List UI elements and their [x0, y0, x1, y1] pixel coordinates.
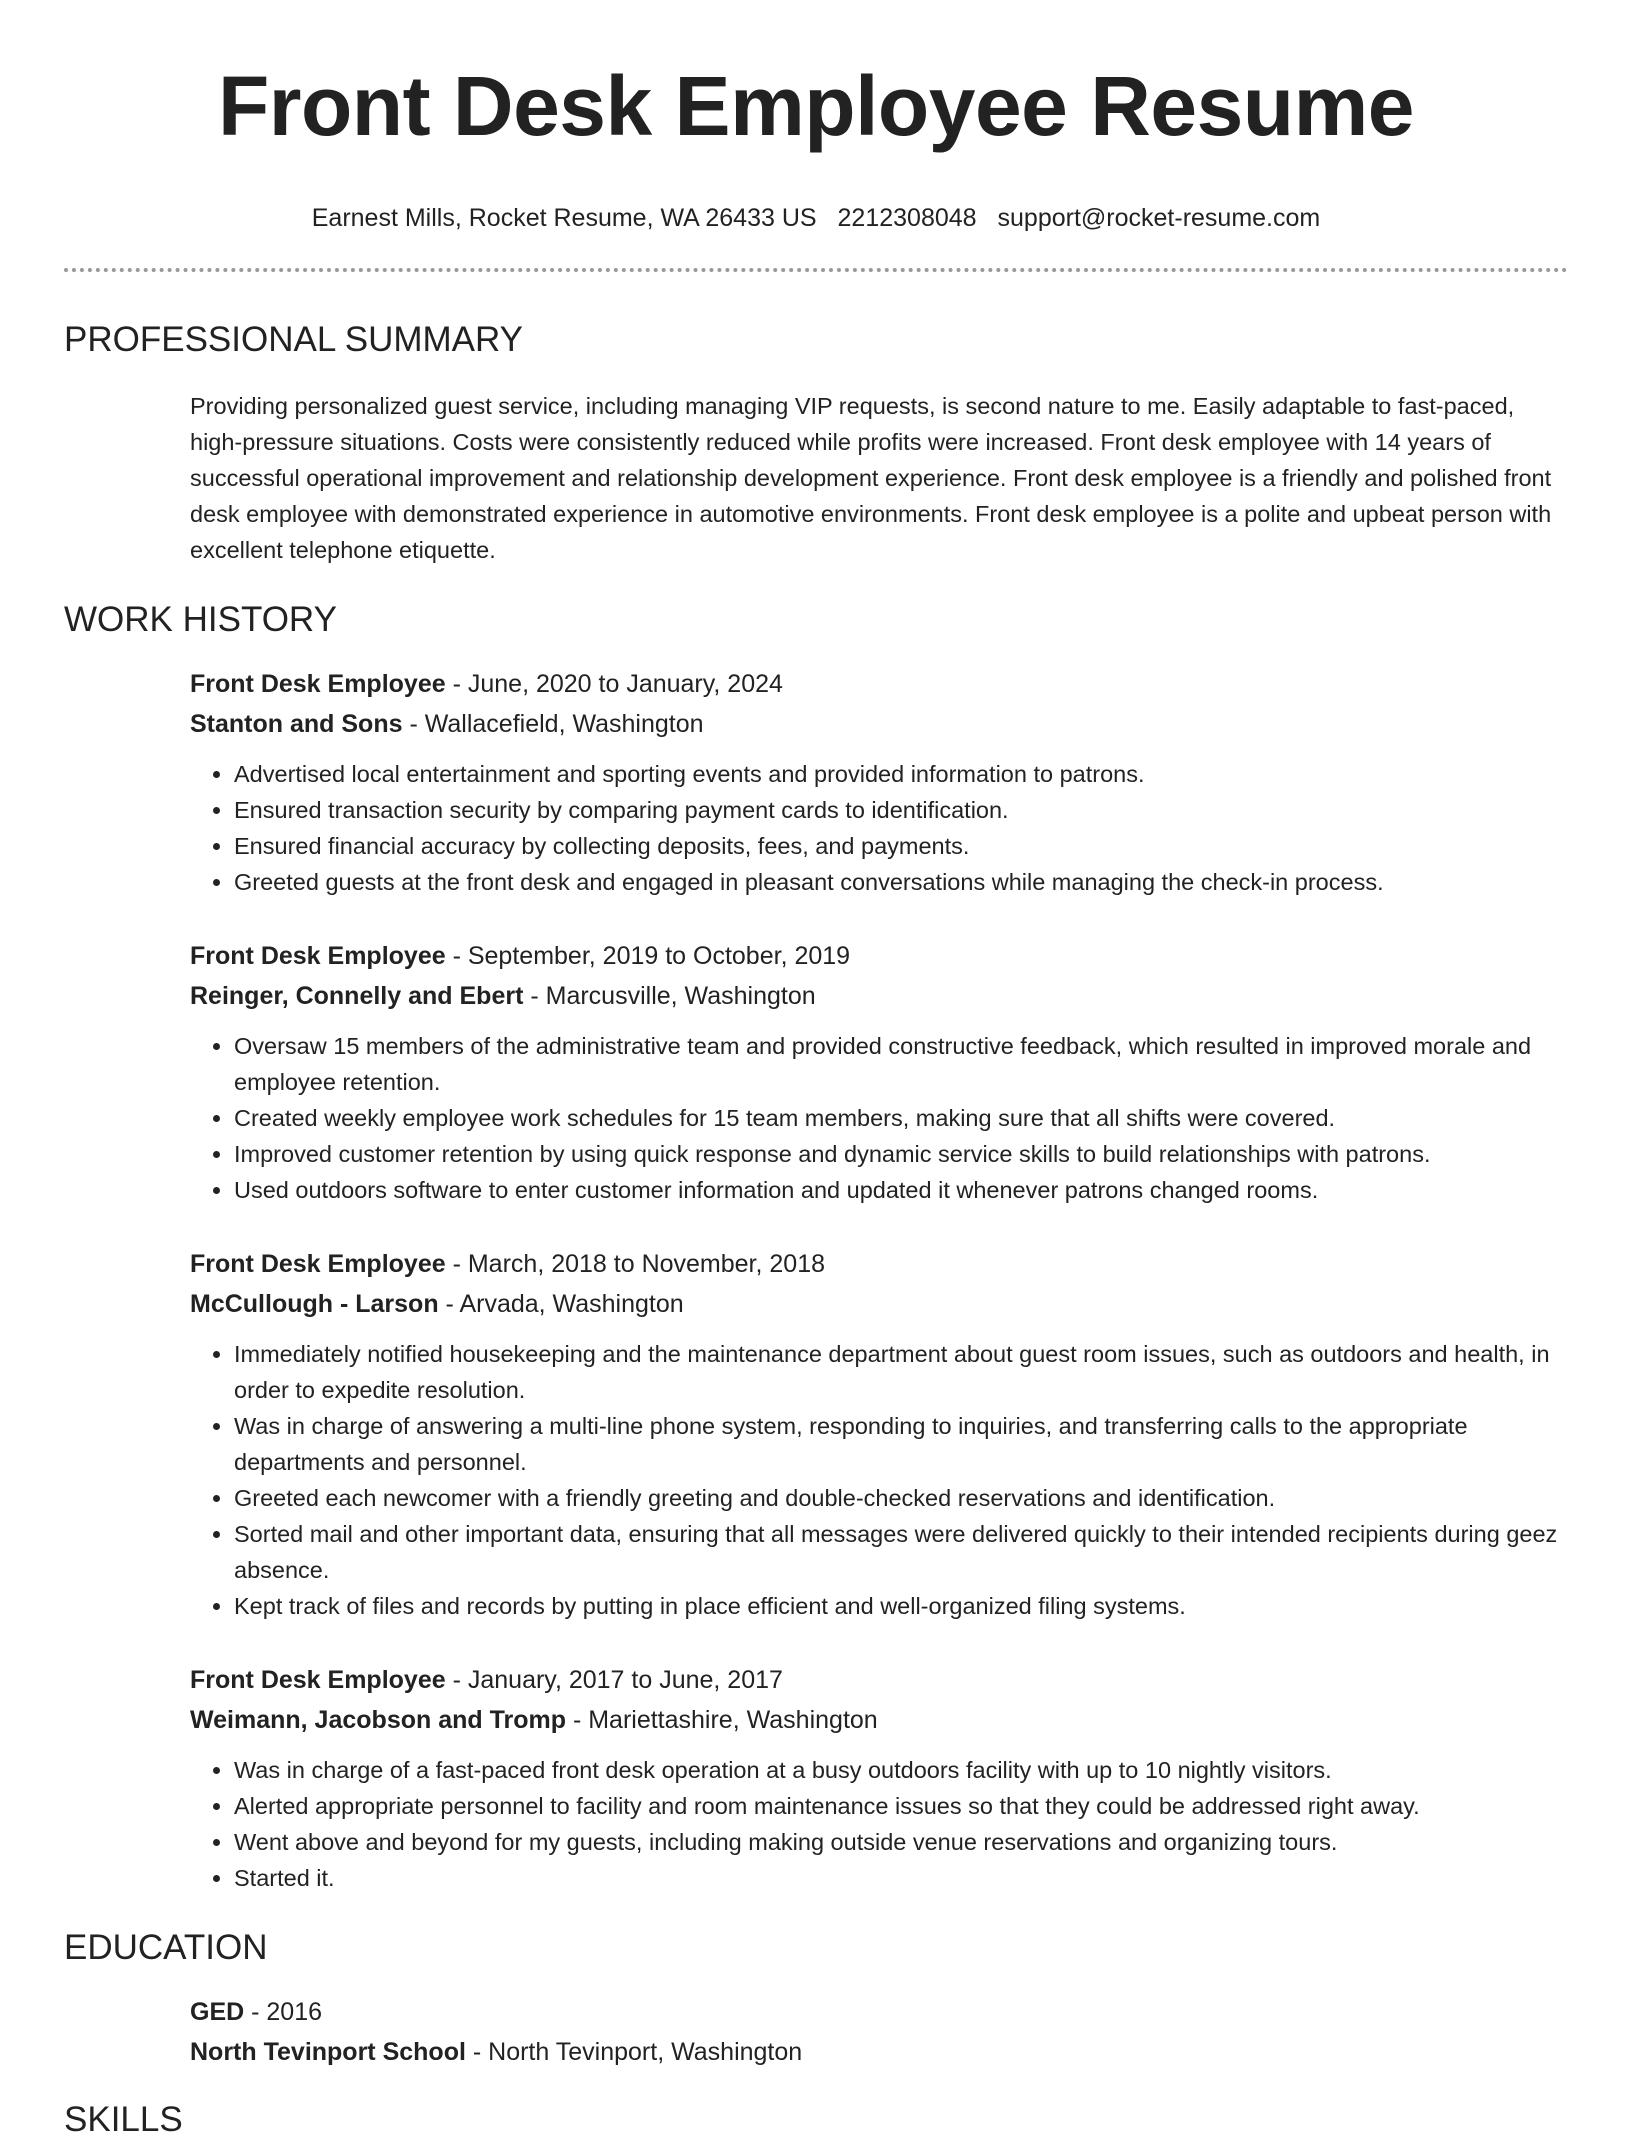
education-school-line	[190, 2032, 1568, 2072]
job-bullet: • Created weekly employee work schedules for 15 team members, making sure that all shifts were covered.	[234, 1100, 1568, 1136]
section-heading-summary: PROFESSIONAL SUMMARY	[64, 320, 523, 359]
job-company-line	[190, 976, 1568, 1016]
job-title: Front Desk Employee	[190, 1666, 446, 1694]
job-bullets	[190, 1336, 1568, 1624]
education-location: - North Tevinport, Washington	[465, 2038, 803, 2066]
job-title: Front Desk Employee	[190, 670, 446, 698]
job-location: - Arvada, Washington	[438, 1290, 684, 1318]
section-heading-education: EDUCATION	[64, 1928, 268, 1967]
job-entry	[190, 1244, 1568, 1624]
job-company-line	[190, 704, 1568, 744]
contact-email: support@rocket-resume.com	[997, 204, 1321, 232]
job-bullet: • Was in charge of answering a multi-line phone system, responding to inquiries, and transferring calls to the appropriate departments and personnel.	[234, 1408, 1568, 1480]
education-year: - 2016	[244, 1998, 323, 2026]
resume-header	[0, 0, 1632, 234]
job-company: Weimann, Jacobson and Tromp	[190, 1706, 566, 1734]
job-dates: - January, 2017 to June, 2017	[445, 1666, 783, 1694]
section-heading-work-history: WORK HISTORY	[64, 600, 337, 639]
work-history-section	[0, 598, 1632, 1896]
education-degree-line	[190, 1992, 1568, 2032]
job-company: Stanton and Sons	[190, 710, 403, 738]
job-entry	[190, 664, 1568, 900]
skills-section	[0, 2098, 1632, 2142]
job-title-line	[190, 1244, 1568, 1284]
job-company: McCullough - Larson	[190, 1290, 439, 1318]
job-title-line	[190, 1660, 1568, 1700]
education-degree: GED	[190, 1998, 245, 2026]
education-section	[0, 1926, 1632, 2072]
work-history-list	[190, 664, 1568, 1896]
job-bullets	[190, 1752, 1568, 1896]
summary-text: Providing personalized guest service, including managing VIP requests, is second nature to me. Easily adaptable to fast-paced, high-pressure situations. Costs were consistently reduced while profits were increased. Front desk employee with 14 years of successful operational improvement and relationship development experience. Front desk employee is a friendly and polished front desk employee with demonstrated experience in automotive environments. Front desk employee is a polite and upbeat person with excellent telephone etiquette.	[190, 393, 1552, 563]
job-bullet: • Advertised local entertainment and sporting events and provided information to patrons.	[234, 756, 1568, 792]
job-title: Front Desk Employee	[190, 1250, 446, 1278]
job-company-line	[190, 1284, 1568, 1324]
job-bullets	[190, 1028, 1568, 1208]
job-bullet: • Ensured transaction security by comparing payment cards to identification.	[234, 792, 1568, 828]
contact-line	[0, 202, 1632, 234]
job-bullet: • Was in charge of a fast-paced front desk operation at a busy outdoors facility with up to 10 nightly visitors.	[234, 1752, 1568, 1788]
resume-title: Front Desk Employee Resume	[217, 59, 1415, 153]
job-bullet: • Sorted mail and other important data, ensuring that all messages were delivered quickly to their intended recipients during geez absence.	[234, 1516, 1568, 1588]
job-entry	[190, 1660, 1568, 1896]
job-company: Reinger, Connelly and Ebert	[190, 982, 524, 1010]
professional-summary-section	[0, 318, 1632, 568]
job-location: - Mariettashire, Washington	[566, 1706, 878, 1734]
job-title: Front Desk Employee	[190, 942, 446, 970]
job-bullet: • Oversaw 15 members of the administrative team and provided constructive feedback, which resulted in improved morale and employee retention.	[234, 1028, 1568, 1100]
job-bullet: • Greeted guests at the front desk and engaged in pleasant conversations while managing the check-in process.	[234, 864, 1568, 900]
education-entry	[190, 1992, 1568, 2072]
job-bullet: • Improved customer retention by using quick response and dynamic service skills to build relationships with patrons.	[234, 1136, 1568, 1172]
job-bullet: • Started it.	[234, 1860, 1568, 1896]
job-bullet: • Immediately notified housekeeping and the maintenance department about guest room issues, such as outdoors and health, in order to expedite resolution.	[234, 1336, 1568, 1408]
section-heading-skills: SKILLS	[64, 2100, 183, 2139]
job-dates: - March, 2018 to November, 2018	[445, 1250, 826, 1278]
job-bullet: • Ensured financial accuracy by collecting deposits, fees, and payments.	[234, 828, 1568, 864]
job-bullet: • Alerted appropriate personnel to facility and room maintenance issues so that they could be addressed right away.	[234, 1788, 1568, 1824]
job-company-line	[190, 1700, 1568, 1740]
job-bullets	[190, 756, 1568, 900]
contact-phone: 2212308048	[837, 204, 977, 232]
job-location: - Marcusville, Washington	[523, 982, 816, 1010]
job-bullet: • Greeted each newcomer with a friendly greeting and double-checked reservations and identification.	[234, 1480, 1568, 1516]
job-title-line	[190, 664, 1568, 704]
job-location: - Wallacefield, Washington	[402, 710, 704, 738]
job-title-line	[190, 936, 1568, 976]
job-bullet: • Used outdoors software to enter customer information and updated it whenever patrons changed rooms.	[234, 1172, 1568, 1208]
job-entry	[190, 936, 1568, 1208]
contact-address: Earnest Mills, Rocket Resume, WA 26433 US	[311, 204, 817, 232]
job-dates: - September, 2019 to October, 2019	[445, 942, 851, 970]
job-dates: - June, 2020 to January, 2024	[445, 670, 783, 698]
job-bullet: • Kept track of files and records by putting in place efficient and well-organized filing systems.	[234, 1588, 1568, 1624]
job-bullet: • Went above and beyond for my guests, including making outside venue reservations and organizing tours.	[234, 1824, 1568, 1860]
header-divider	[64, 268, 1568, 272]
education-school: North Tevinport School	[190, 2038, 466, 2066]
